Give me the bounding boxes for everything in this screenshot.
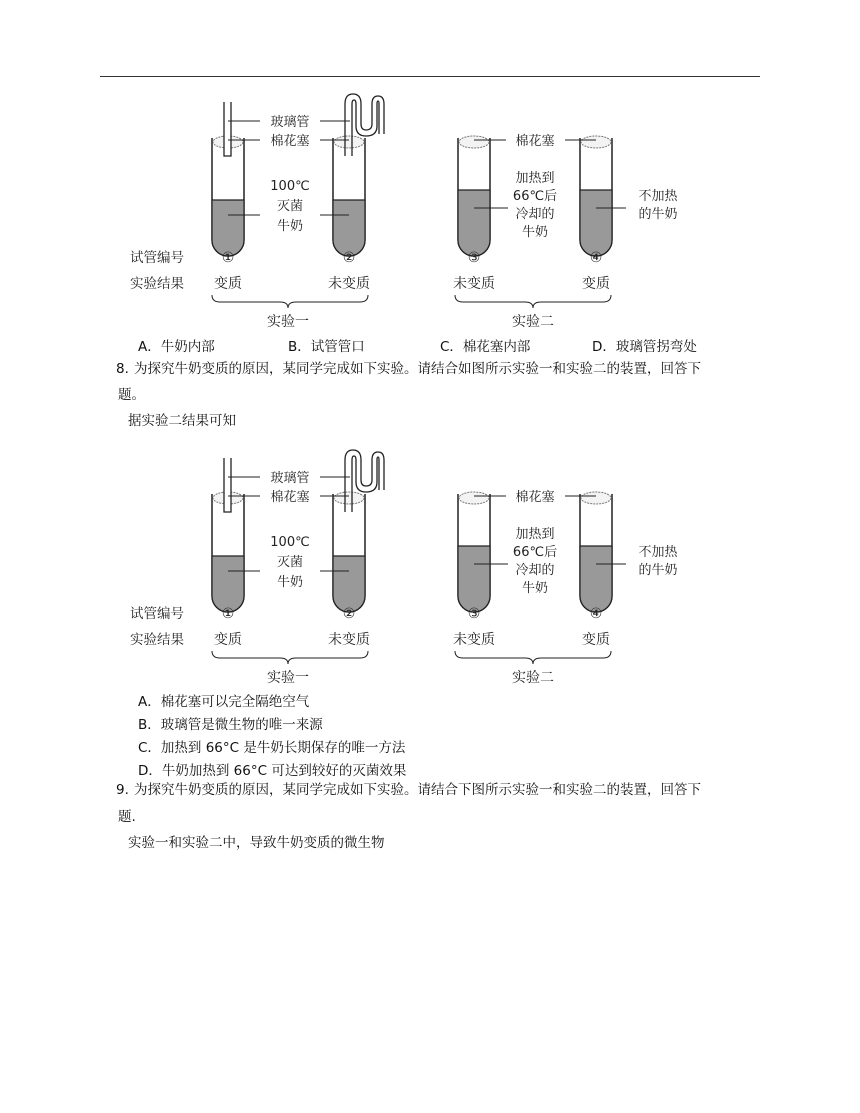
q7-option-a: A．牛奶内部 bbox=[138, 339, 215, 355]
test-tube-2 bbox=[333, 94, 384, 256]
q8-option-b: B．玻璃管是微生物的唯一来源 bbox=[138, 717, 323, 733]
svg-text:牛奶: 牛奶 bbox=[276, 219, 304, 234]
test-tube-3 bbox=[458, 492, 490, 612]
svg-text:牛奶: 牛奶 bbox=[276, 575, 304, 590]
svg-text:未变质: 未变质 bbox=[328, 632, 370, 648]
svg-text:②: ② bbox=[342, 250, 356, 266]
label-cotton-plug: 棉花塞 bbox=[270, 134, 310, 149]
svg-text:灭菌: 灭菌 bbox=[276, 555, 304, 570]
q7-option-d: D．玻璃管拐弯处 bbox=[592, 339, 697, 355]
test-tube-4 bbox=[580, 492, 612, 612]
svg-text:100℃: 100℃ bbox=[270, 535, 310, 550]
svg-text:④: ④ bbox=[589, 250, 603, 266]
q9-question: 实验一和实验二中，导致牛奶变质的微生物 bbox=[128, 835, 385, 851]
svg-text:变质: 变质 bbox=[582, 632, 610, 648]
label-glass-tube: 玻璃管 bbox=[270, 471, 310, 486]
q9-stem-line2: 题. bbox=[118, 809, 136, 825]
svg-text:不加热: 不加热 bbox=[638, 545, 678, 560]
svg-text:不加热: 不加热 bbox=[638, 189, 678, 204]
label-tube-number: 试管编号 bbox=[130, 606, 184, 622]
svg-text:未变质: 未变质 bbox=[453, 276, 495, 292]
q8-option-a: A．棉花塞可以完全隔绝空气 bbox=[138, 694, 310, 710]
q8-question: 据实验二结果可知 bbox=[128, 413, 236, 429]
label-glass-tube: 玻璃管 bbox=[270, 115, 310, 130]
test-tube-2 bbox=[333, 450, 384, 612]
experiment-figure-1 bbox=[120, 90, 720, 330]
q8-number: 8. bbox=[116, 361, 129, 377]
svg-text:灭菌: 灭菌 bbox=[276, 199, 304, 214]
svg-text:冷却的: 冷却的 bbox=[515, 563, 555, 578]
test-tube-1 bbox=[212, 458, 244, 612]
svg-text:66℃后: 66℃后 bbox=[512, 189, 558, 204]
test-tube-3 bbox=[458, 136, 490, 256]
label-cotton-plug-2: 棉花塞 bbox=[515, 490, 555, 505]
svg-text:未变质: 未变质 bbox=[328, 276, 370, 292]
q8-stem-line2: 题。 bbox=[118, 387, 145, 403]
experiment-figure-2 bbox=[120, 446, 720, 686]
header-rule bbox=[100, 76, 760, 77]
svg-text:③: ③ bbox=[467, 250, 481, 266]
q9-stem-line1: 为探究牛奶变质的原因，某同学完成如下实验。请结合下图所示实验一和实验二的装置，回答下 bbox=[134, 782, 701, 798]
svg-text:变质: 变质 bbox=[582, 276, 610, 292]
q7-option-c: C．棉花塞内部 bbox=[440, 339, 531, 355]
svg-text:加热到: 加热到 bbox=[515, 527, 555, 542]
label-tube-number: 试管编号 bbox=[130, 250, 184, 266]
q8-stem-line1: 为探究牛奶变质的原因，某同学完成如下实验。请结合如图所示实验一和实验二的装置，回答下 bbox=[134, 361, 701, 377]
svg-text:未变质: 未变质 bbox=[453, 632, 495, 648]
svg-text:冷却的: 冷却的 bbox=[515, 207, 555, 222]
q7-option-b: B．试管管口 bbox=[288, 339, 365, 355]
svg-text:②: ② bbox=[342, 606, 356, 622]
svg-text:④: ④ bbox=[589, 606, 603, 622]
svg-text:变质: 变质 bbox=[214, 276, 242, 292]
label-cotton-plug: 棉花塞 bbox=[270, 490, 310, 505]
q9-number: 9. bbox=[116, 782, 129, 798]
svg-text:①: ① bbox=[221, 250, 235, 266]
svg-text:的牛奶: 的牛奶 bbox=[638, 207, 678, 222]
label-experiment-1: 实验一 bbox=[267, 314, 309, 330]
label-experiment-2: 实验二 bbox=[512, 314, 554, 330]
svg-text:牛奶: 牛奶 bbox=[521, 581, 549, 596]
label-result: 实验结果 bbox=[130, 632, 184, 648]
test-tube-1 bbox=[212, 102, 244, 256]
test-tube-4 bbox=[580, 136, 612, 256]
svg-text:①: ① bbox=[221, 606, 235, 622]
svg-text:的牛奶: 的牛奶 bbox=[638, 563, 678, 578]
label-cotton-plug-2: 棉花塞 bbox=[515, 134, 555, 149]
svg-text:变质: 变质 bbox=[214, 632, 242, 648]
label-result: 实验结果 bbox=[130, 276, 184, 292]
svg-text:加热到: 加热到 bbox=[515, 171, 555, 186]
q8-option-c: C．加热到 66°C 是牛奶长期保存的唯一方法 bbox=[138, 740, 406, 756]
label-experiment-1: 实验一 bbox=[267, 670, 309, 686]
svg-text:牛奶: 牛奶 bbox=[521, 225, 549, 240]
svg-text:100℃: 100℃ bbox=[270, 179, 310, 194]
svg-text:③: ③ bbox=[467, 606, 481, 622]
svg-text:66℃后: 66℃后 bbox=[512, 545, 558, 560]
label-experiment-2: 实验二 bbox=[512, 670, 554, 686]
q8-option-d: D．牛奶加热到 66°C 可达到较好的灭菌效果 bbox=[138, 763, 407, 779]
